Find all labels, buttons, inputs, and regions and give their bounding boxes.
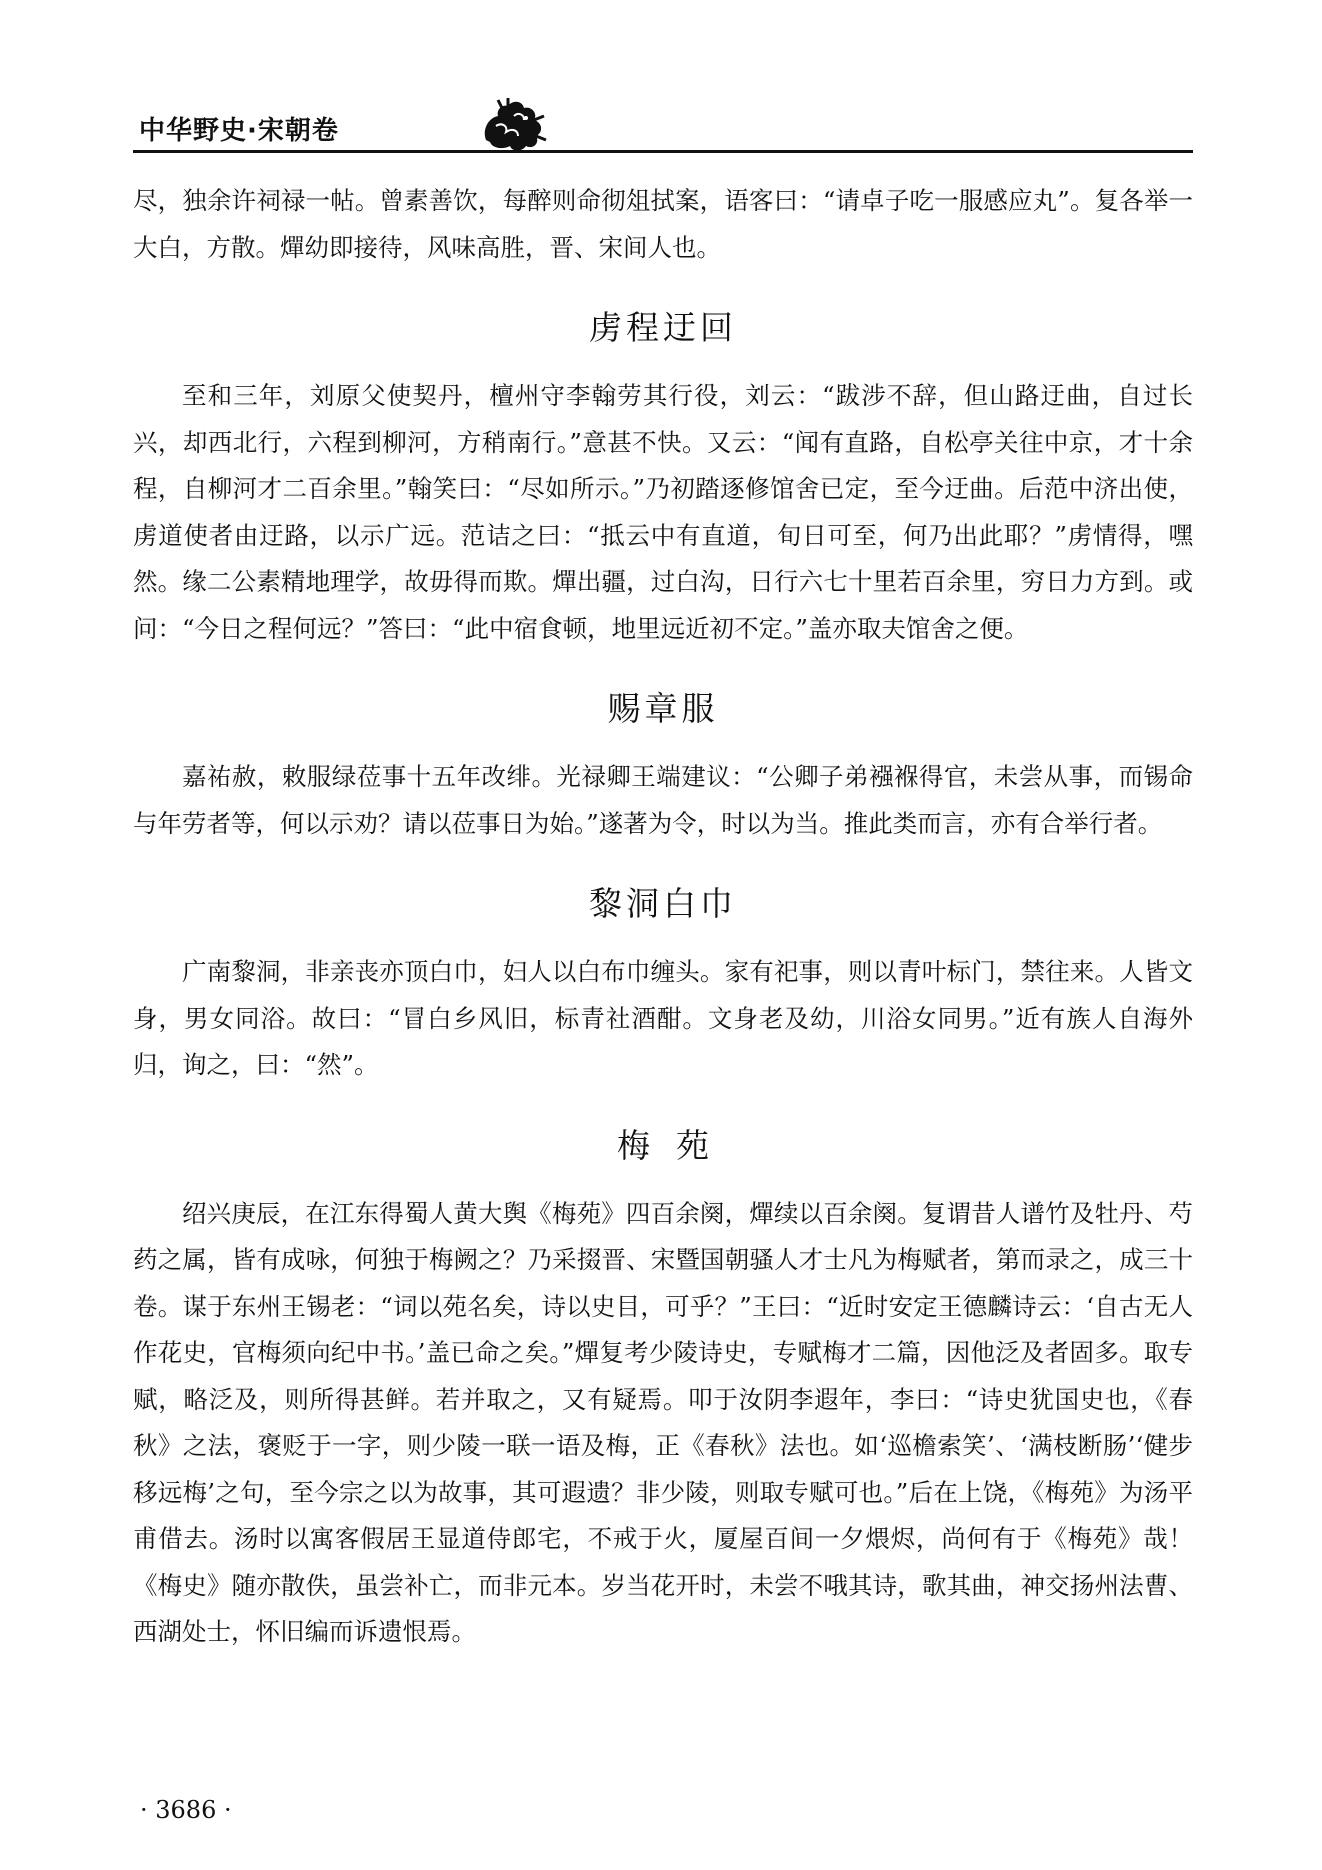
section-paragraph: 至和三年，刘原父使契丹，檀州守李翰劳其行役，刘云：“跋涉不辞，但山路迂曲，自过长兴，却西北行，六程到柳河，方稍南行。”意甚不快。又云：“闻有直路，自松亭关往中京，才十余程，自柳河才二百余里。”翰笑曰：“尽如所示。”乃初踏逐修馆舍已定，至今迂曲。后范中济出使，虏道使者由迂路，以示广远。范诘之曰：“抵云中有直道，旬日可至，何乃出此耶？”虏情得，嘿然。缘二公素精地理学，故毋得而欺。燀出疆，过白沟，日行六七十里若百余里，穷日力方到。或问：“今日之程何远？”答曰：“此中宿食顿，地里远近初不定。”盖亦取夫馆舍之便。 [133, 381, 1193, 643]
section-title-ci-zhang-fu: 赐章服 [607, 689, 719, 728]
page-body [133, 178, 1193, 1656]
section-paragraph: 广南黎洞，非亲丧亦顶白巾，妇人以白布巾缠头。家有祀事，则以青叶标门，禁往来。人皆文身，男女同浴。故曰：“冒白乡风旧，标青社酒酣。文身老及幼，川浴女同男。”近有族人自海外归，询之，曰：“然”。 [133, 957, 1193, 1079]
header-rule [133, 150, 1193, 153]
opening-paragraph: 尽，独余许祠禄一帖。曾素善饮，每醉则命彻俎拭案，语客曰：“请卓子吃一服感应丸”。复各举一大白，方散。燀幼即接待，风味高胜，晋、宋间人也。 [133, 186, 1193, 262]
section-paragraph: 绍兴庚辰，在江东得蜀人黄大舆《梅苑》四百余阕，燀续以百余阕。复谓昔人谱竹及牡丹、芍药之属，皆有成咏，何独于梅阙之？乃采掇晋、宋暨国朝骚人才士凡为梅赋者，第而录之，成三十卷。谋于东州王锡老：“词以苑名矣，诗以史目，可乎？”王曰：“近时安定王德麟诗云：‘自古无人作花史，官梅须向纪中书。’盖已命之矣。”燀复考少陵诗史，专赋梅才二篇，因他泛及者固多。取专赋，略泛及，则所得甚鲜。若并取之，又有疑焉。叩于汝阴李遐年，李曰：“诗史犹国史也，《春秋》之法，褒贬于一字，则少陵一联一语及梅，正《春秋》法也。如‘巡檐索笑’、‘满枝断肠’‘健步移远梅’之句，至今宗之以为故事，其可遐遗？非少陵，则取专赋可也。”后在上饶，《梅苑》为汤平甫借去。汤时以寓客假居王显道侍郎宅，不戒于火，厦屋百间一夕煨烬，尚何有于《梅苑》哉！《梅史》随亦散佚，虽尝补亡，而非元本。岁当花开时，未尝不哦其诗，歌其曲，神交扬州法曹、西湖处士，怀旧编而诉遗恨焉。 [133, 1198, 1193, 1646]
section-title-mei-yuan: 梅苑 [617, 1125, 735, 1165]
section-paragraph: 嘉祐赦，敕服绿莅事十五年改绯。光禄卿王端建议：“公卿子弟襁褓得官，未尝从事，而锡命与年劳者等，何以示劝？请以莅事日为始。”遂著为令，时以为当。推此类而言，亦有合举行者。 [133, 762, 1193, 838]
running-header [133, 96, 1193, 166]
section-title-lu-cheng: 虏程迂回 [589, 308, 737, 347]
section-title-li-dong-bai-jin: 黎洞白巾 [589, 884, 737, 923]
page-number: · 3686 · [140, 1796, 232, 1824]
dragon-emblem-icon [478, 96, 550, 158]
book-title: 中华野史·宋朝卷 [139, 116, 339, 146]
